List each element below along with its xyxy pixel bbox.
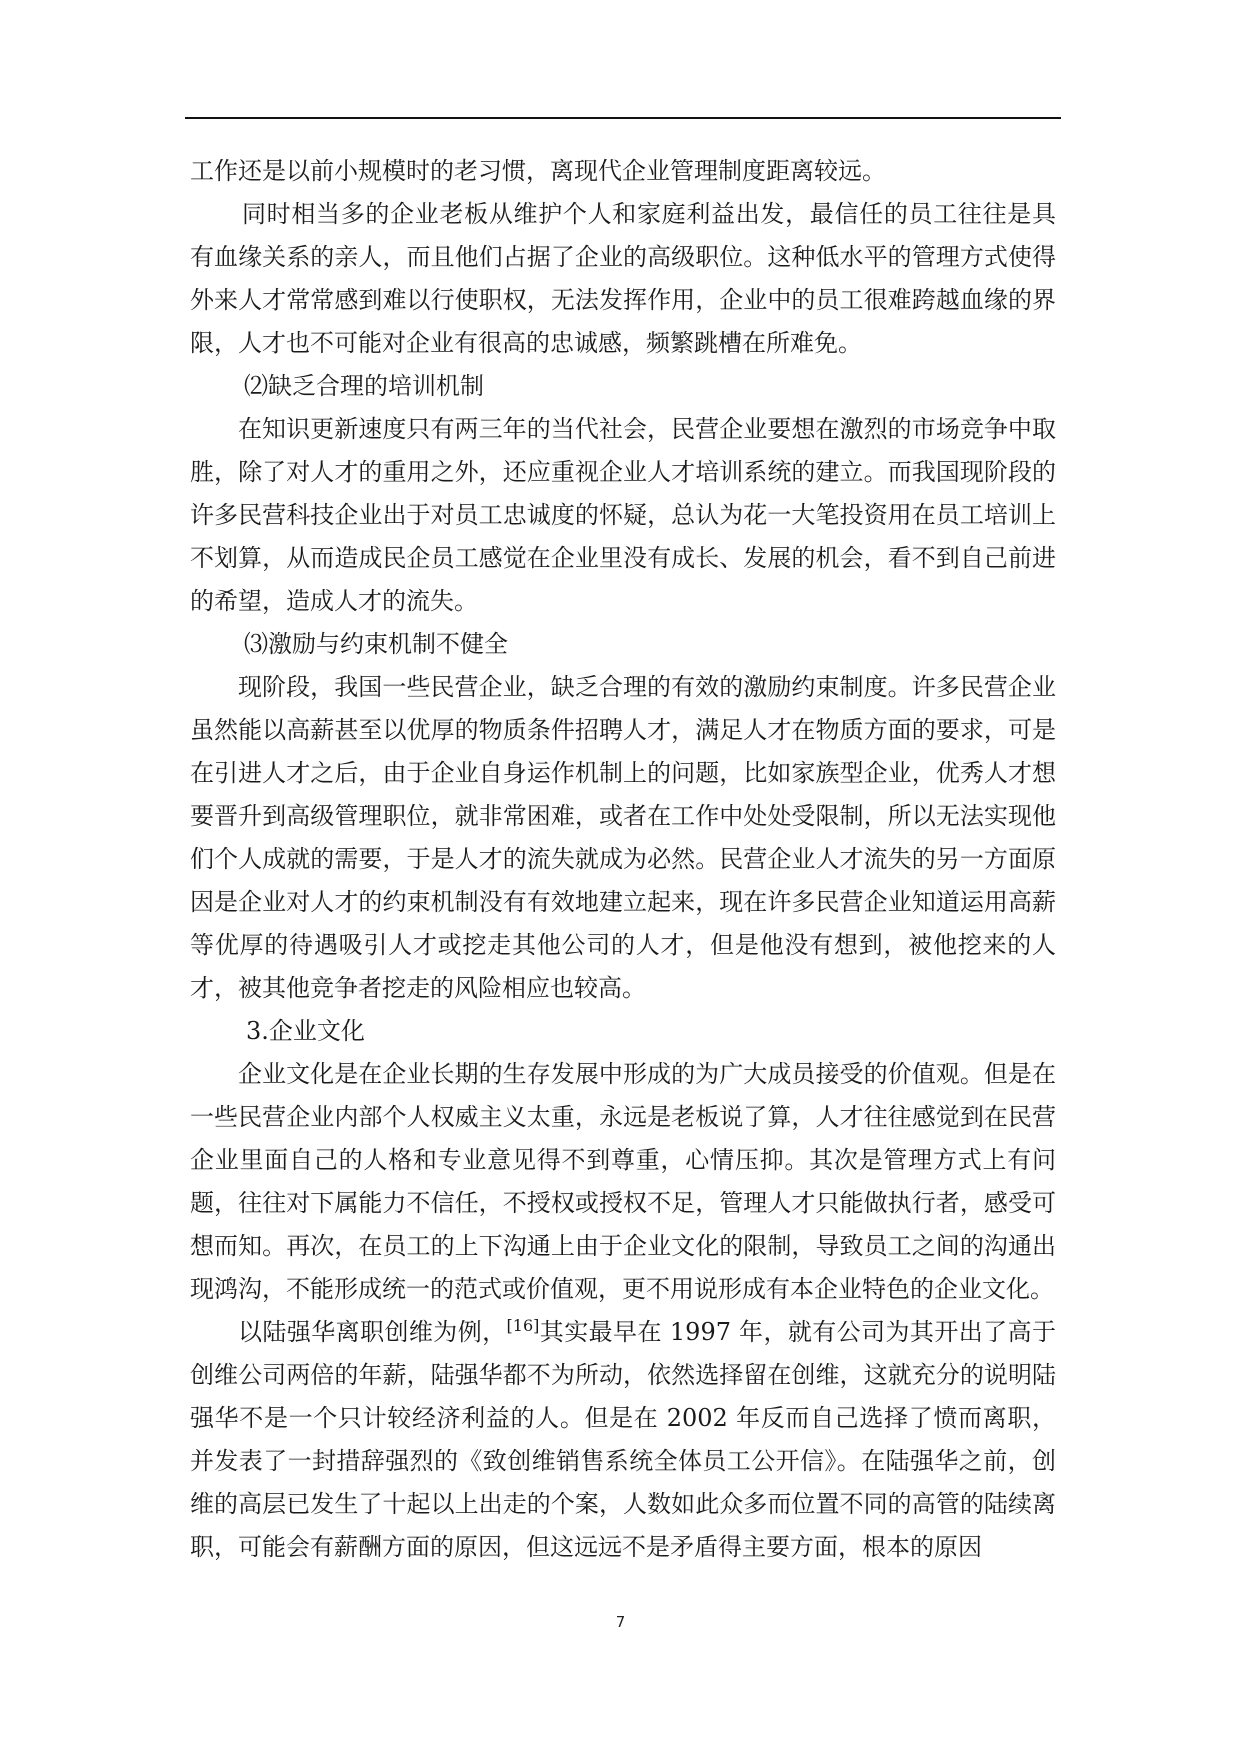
case-study-text: 其实最早在 1997 年，就有公司为其开出了高于创维公司两倍的年薪，陆强华都不为所动，依然选择留在创维，这就充分的说明陆强华不是一个只计较经济利益的人。但是在 2002 年反而自己选择了愤而离职，并发表了一封措辞强烈的《致创维销售系统全体员工公开信》。在陆强华之前，创维的高层已发生了十起以上出走的个案，人数如此众多而位置不同的高管的陆续离职，可能会有薪酬方面的原因，但这远远不是矛盾得主要方面，根本的原因 [190, 1318, 1056, 1561]
section-heading-culture: 3.企业文化 [246, 1017, 365, 1045]
paragraph-culture: 企业文化是在企业长期的生存发展中形成的为广大成员接受的价值观。但是在一些民营企业内部个人权威主义太重，永远是老板说了算，人才往往感觉到在民营企业里面自己的人格和专业意见得不到尊重，心情压抑。其次是管理方式上有问题，往往对下属能力不信任，不授权或授权不足，管理人才只能做执行者，感受可想而知。再次，在员工的上下沟通上由于企业文化的限制，导致员工之间的沟通出现鸿沟，不能形成统一的范式或价值观，更不用说形成有本企业特色的企业文化。 [190, 1060, 1056, 1303]
paragraph-training: 在知识更新速度只有两三年的当代社会，民营企业要想在激烈的市场竞争中取胜，除了对人才的重用之外，还应重视企业人才培训系统的建立。而我国现阶段的许多民营科技企业出于对员工忠诚度的怀疑，总认为花一大笔投资用在员工培训上不划算，从而造成民企员工感觉在企业里没有成长、发展的机会，看不到自己前进的希望，造成人才的流失。 [190, 415, 1056, 615]
paragraph-family-management: 同时相当多的企业老板从维护个人和家庭利益出发，最信任的员工往往是具有血缘关系的亲人，而且他们占据了企业的高级职位。这种低水平的管理方式使得外来人才常常感到难以行使职权，无法发挥作用，企业中的员工很难跨越血缘的界限，人才也不可能对企业有很高的忠诚感，频繁跳槽在所难免。 [190, 200, 1056, 357]
citation-ref: [16] [506, 1316, 540, 1335]
paragraph-case-study [190, 1311, 1056, 1569]
paragraph-incentive: 现阶段，我国一些民营企业，缺乏合理的有效的激励约束制度。许多民营企业虽然能以高薪甚至以优厚的物质条件招聘人才，满足人才在物质方面的要求，可是在引进人才之后，由于企业自身运作机制上的问题，比如家族型企业，优秀人才想要晋升到高级管理职位，就非常困难，或者在工作中处处受限制，所以无法实现他们个人成就的需要，于是人才的流失就成为必然。民营企业人才流失的另一方面原因是企业对人才的约束机制没有有效地建立起来，现在许多民营企业知道运用高薪等优厚的待遇吸引人才或挖走其他公司的人才，但是他没有想到，被他挖来的人才，被其他竞争者挖走的风险相应也较高。 [190, 673, 1056, 1002]
case-study-lead: 以陆强华离职创维为例， [238, 1318, 507, 1346]
page-number: 7 [615, 1613, 626, 1631]
document-body [190, 150, 1056, 1569]
subheading-incentive: ⑶激励与约束机制不健全 [244, 630, 508, 658]
paragraph-continued: 工作还是以前小规模时的老习惯，离现代企业管理制度距离较远。 [190, 157, 886, 185]
header-rule [185, 117, 1061, 119]
subheading-training: ⑵缺乏合理的培训机制 [244, 372, 484, 400]
